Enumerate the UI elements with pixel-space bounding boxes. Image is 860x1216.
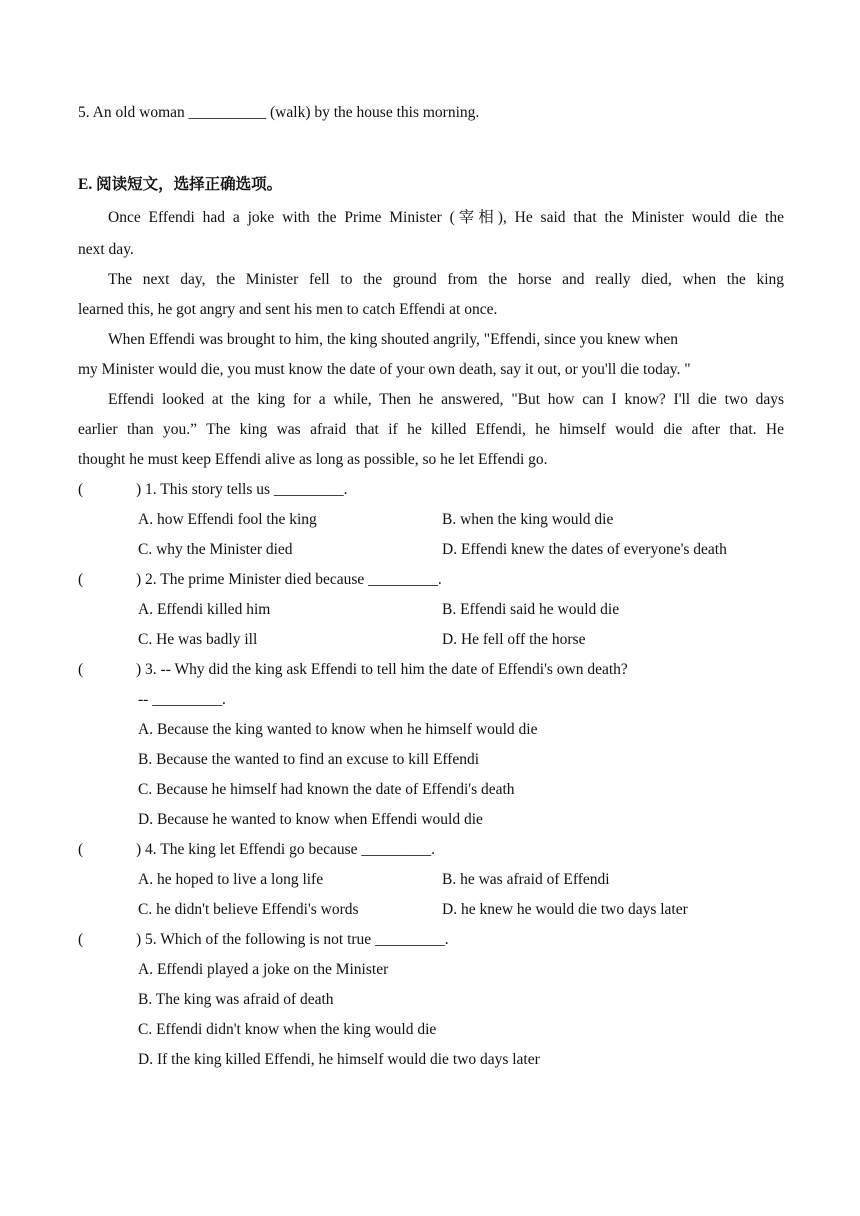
section-heading: E. 阅读短文，选择正确选项。	[78, 176, 283, 193]
option-b[interactable]: B. Effendi said he would die	[442, 601, 620, 618]
option-c[interactable]: C. Effendi didn't know when the king would die	[138, 1021, 437, 1038]
previous-exercise-item: 5. An old woman __________ (walk) by the house this morning.	[78, 104, 480, 121]
question-stem-continuation: -- _________.	[138, 691, 226, 708]
option-c[interactable]: C. He was badly ill	[138, 631, 258, 648]
option-c[interactable]: C. he didn't believe Effendi's words	[138, 901, 359, 918]
passage-line: thought he must keep Effendi alive as long as possible, so he let Effendi go.	[78, 451, 548, 468]
option-d[interactable]: D. Effendi knew the dates of everyone's death	[442, 541, 727, 558]
option-b[interactable]: B. Because the wanted to find an excuse to kill Effendi	[138, 751, 480, 768]
option-a[interactable]: A. Because the king wanted to know when he himself would die	[138, 721, 538, 738]
option-a[interactable]: A. Effendi killed him	[138, 601, 271, 618]
passage-line: earlier than you.” The king was afraid that if he killed Effendi, he himself would die after that. He	[78, 421, 784, 438]
passage-line: When Effendi was brought to him, the king shouted angrily, "Effendi, since you knew when	[108, 331, 678, 348]
option-d[interactable]: D. If the king killed Effendi, he himself would die two days later	[138, 1051, 540, 1068]
question-stem: ) 1. This story tells us _________.	[136, 481, 348, 498]
passage-line: learned this, he got angry and sent his men to catch Effendi at once.	[78, 301, 498, 318]
passage-line: The next day, the Minister fell to the ground from the horse and really died, when the king	[108, 271, 784, 288]
option-d[interactable]: D. he knew he would die two days later	[442, 901, 688, 918]
option-c[interactable]: C. Because he himself had known the date of Effendi's death	[138, 781, 515, 798]
option-a[interactable]: A. Effendi played a joke on the Minister	[138, 961, 389, 978]
option-d[interactable]: D. He fell off the horse	[442, 631, 586, 648]
option-d[interactable]: D. Because he wanted to know when Effendi would die	[138, 811, 483, 828]
answer-blank[interactable]: (	[78, 661, 84, 678]
question-stem: ) 4. The king let Effendi go because _________.	[136, 841, 436, 858]
option-a[interactable]: A. how Effendi fool the king	[138, 511, 317, 528]
question-stem: ) 2. The prime Minister died because _________.	[136, 571, 442, 588]
option-c[interactable]: C. why the Minister died	[138, 541, 293, 558]
answer-blank[interactable]: (	[78, 841, 84, 858]
passage-line: next day.	[78, 241, 134, 258]
option-b[interactable]: B. when the king would die	[442, 511, 614, 528]
passage-line: Effendi looked at the king for a while, Then he answered, "But how can I know? I'll die two days	[108, 391, 784, 408]
option-b[interactable]: B. he was afraid of Effendi	[442, 871, 610, 888]
question-stem: ) 5. Which of the following is not true _________.	[136, 931, 449, 948]
answer-blank[interactable]: (	[78, 571, 84, 588]
question-stem: ) 3. -- Why did the king ask Effendi to tell him the date of Effendi's own death?	[136, 661, 628, 678]
answer-blank[interactable]: (	[78, 931, 84, 948]
passage-line: Once Effendi had a joke with the Prime Minister (宰相), He said that the Minister would die the	[108, 209, 784, 226]
option-b[interactable]: B. The king was afraid of death	[138, 991, 334, 1008]
answer-blank[interactable]: (	[78, 481, 84, 498]
option-a[interactable]: A. he hoped to live a long life	[138, 871, 324, 888]
passage-line: my Minister would die, you must know the date of your own death, say it out, or you'll die today. "	[78, 361, 691, 378]
